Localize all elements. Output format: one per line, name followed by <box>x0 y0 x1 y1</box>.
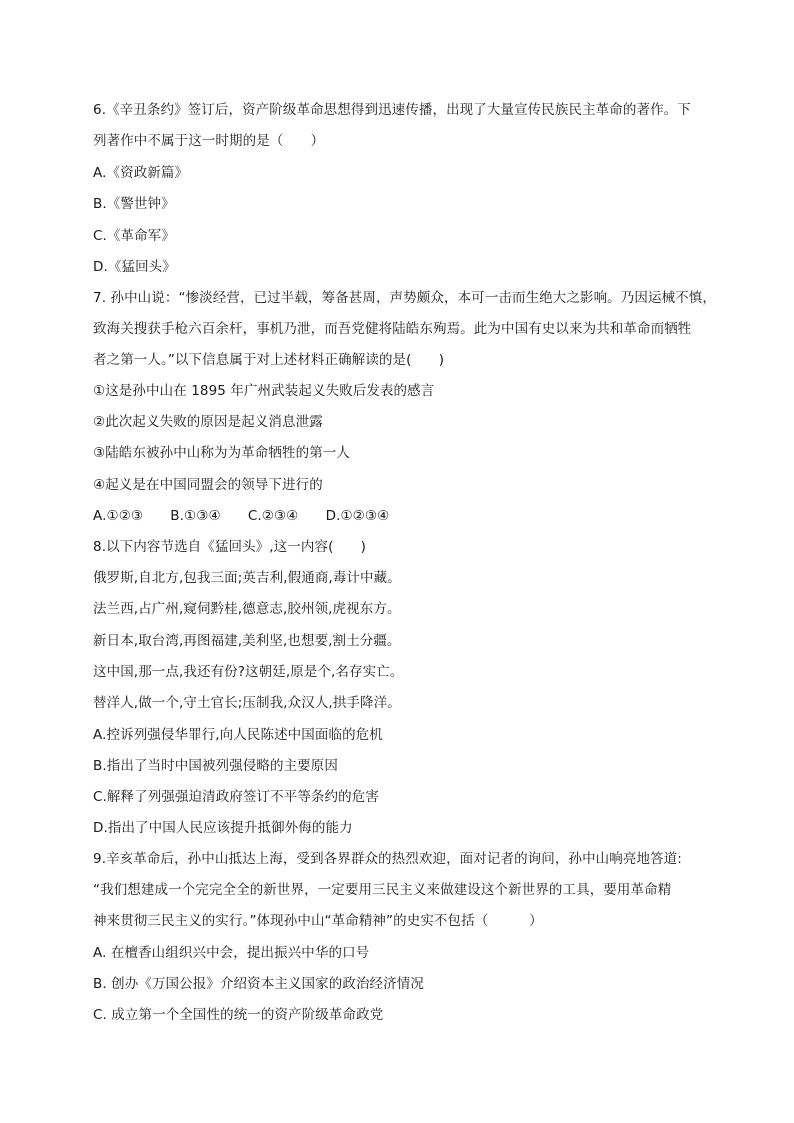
q9-option-b: B. 创办《万国公报》介绍资本主义国家的政治经济情况 <box>93 976 424 992</box>
q9-stem-line-2: “我们想建成一个完完全全的新世界，一定要用三民主义来做建设这个新世界的工具，要用革命精 <box>93 882 672 898</box>
q8-option-c: C.解释了列强强迫清政府签订不平等条约的危害 <box>93 789 379 805</box>
q6-option-c: C.《革命军》 <box>93 228 175 244</box>
q6-option-a: A.《资政新篇》 <box>93 165 189 181</box>
q8-poem-line-4: 这中国,那一点,我还有份?这朝廷,原是个,名存实亡。 <box>93 664 404 680</box>
q9-option-c: C. 成立第一个全国性的统一的资产阶级革命政党 <box>93 1007 384 1023</box>
q7-statement-2: ②此次起义失败的原因是起义消息泄露 <box>93 414 323 430</box>
q6-option-d: D.《猛回头》 <box>93 259 176 275</box>
q9-stem-line-1: 9.辛亥革命后，孙中山抵达上海，受到各界群众的热烈欢迎，面对记者的询问，孙中山响亮地答道: <box>93 851 682 867</box>
q7-statement-4: ④起义是在中国同盟会的领导下进行的 <box>93 477 323 493</box>
q8-option-a: A.控诉列强侵华罪行,向人民陈述中国面临的危机 <box>93 727 383 743</box>
q6-stem-line-1: 6.《辛丑条约》签订后，资产阶级革命思想得到迅速传播，出现了大量宣传民族民主革命的著作。下 <box>93 102 691 118</box>
q7-statement-3: ③陆皓东被孙中山称为为革命牺牲的第一人 <box>93 445 351 461</box>
q8-option-b: B.指出了当时中国被列强侵略的主要原因 <box>93 758 338 774</box>
q6-option-b: B.《警世钟》 <box>93 196 175 212</box>
q7-statement-1: ①这是孙中山在 1895 年广州武装起义失败后发表的感言 <box>93 383 435 399</box>
q8-option-d: D.指出了中国人民应该提升抵御外侮的能力 <box>93 820 353 836</box>
q8-poem-line-5: 替洋人,做一个,守土官长;压制我,众汉人,拱手降洋。 <box>93 695 401 711</box>
q7-stem-line-1: 7. 孙中山说：“惨淡经营，已过半载，筹备甚周，声势颇众，本可一击而生绝大之影响。乃因运械不慎， <box>93 290 716 306</box>
q8-stem: 8.以下内容节选自《猛回头》,这一内容( ) <box>93 539 367 555</box>
q9-option-a: A. 在檀香山组织兴中会，提出振兴中华的口号 <box>93 945 370 961</box>
q7-stem-line-3: 者之第一人。”以下信息属于对上述材料正确解读的是( ) <box>93 352 445 368</box>
q9-stem-line-3: 神来贯彻三民主义的实行。”体现孙中山“革命精神”的史实不包括（ ） <box>93 913 543 929</box>
q7-stem-line-2: 致海关搜获手枪六百余杆，事机乃泄，而吾党健将陆皓东殉焉。此为中国有史以来为共和革命而牺牲 <box>93 321 692 337</box>
q8-poem-line-1: 俄罗斯,自北方,包我三面;英吉利,假通商,毒计中藏。 <box>93 570 401 586</box>
q8-poem-line-3: 新日本,取台湾,再图福建,美利坚,也想要,割土分疆。 <box>93 633 401 649</box>
q6-stem-line-2: 列著作中不属于这一时期的是（ ） <box>93 133 325 149</box>
q7-options: A.①②③ B.①③④ C.②③④ D.①②③④ <box>93 508 390 524</box>
q8-poem-line-2: 法兰西,占广州,窥伺黔桂,德意志,胶州领,虎视东方。 <box>93 601 401 617</box>
